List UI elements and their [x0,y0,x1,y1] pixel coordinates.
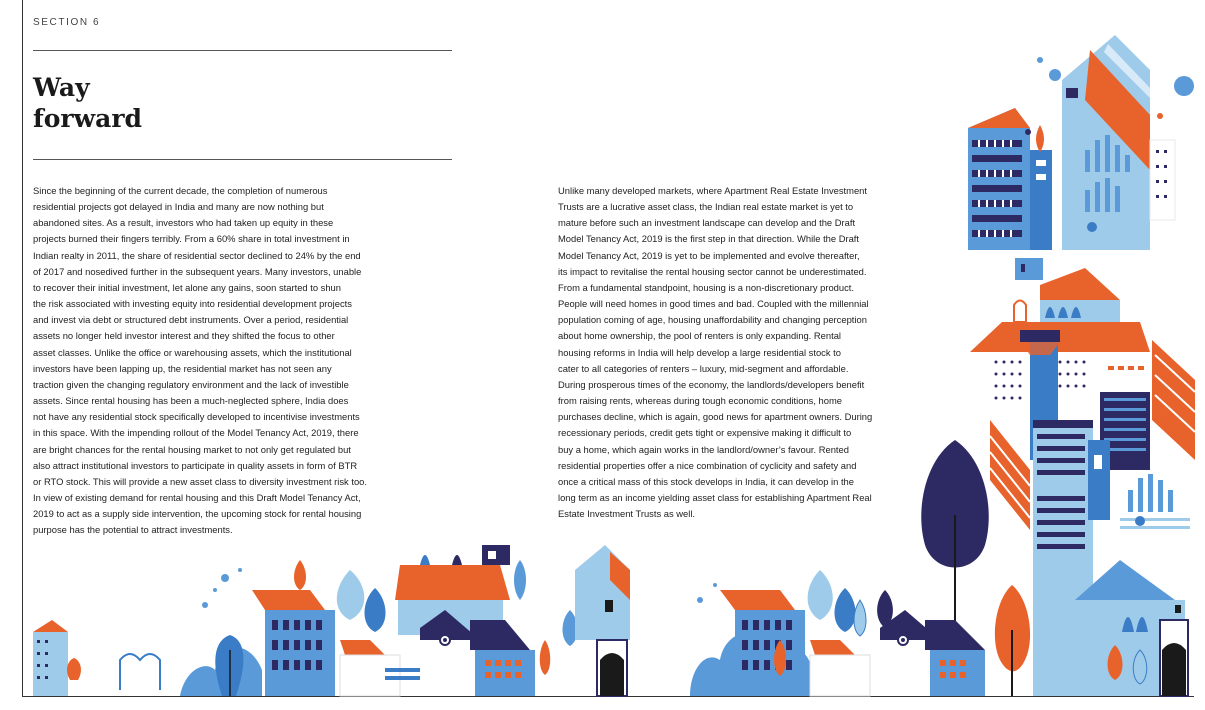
title-line-2: forward [33,104,142,133]
left-paragraph-line: asset classes. Unlike the office or warehousing assets, which the institutional [33,346,352,358]
left-paragraph-line: also attract institutional investors to participate in quality assets in form of BTR [33,459,358,471]
village-left [33,545,630,696]
right-paragraph-line: buy a home, which again works in the landlord/owner’s favour. Rented [558,443,849,455]
right-paragraph-line: about home ownership, the pool of renters is only expanding. Rental [558,330,841,342]
left-paragraph-line: 2019 to act as a supply side intervention, the upcoming stock for rental housing [33,508,362,520]
right-paragraph-line: People will need homes in good times and bad. Coupled with the millennial [558,298,869,310]
right-paragraph-line: recessionary periods, credit gets tight or expensive making it difficult to [558,427,852,439]
section-label: SECTION 6 [33,17,101,28]
right-paragraph-line: mature before such an investment landscape can develop and the Draft [558,217,856,229]
left-paragraph-line: Since the beginning of the current decade, the completion of numerous [33,185,328,196]
left-paragraph-line: Indian realty in 2011, the share of residential sector declined to 24% by the end [33,249,361,261]
left-paragraph-line: in this space. With the impending rollout of the Model Tenancy Act, 2019, there [33,427,359,439]
right-paragraph-line: residential properties offer a nice combination of cyclicity and safety and [558,459,857,471]
right-paragraph-line: Unlike many developed markets, where Apartment Real Estate Investment [558,185,868,196]
left-paragraph-line: traction given the changing regulatory environment and the lack of investible [33,378,349,390]
left-paragraph-line: are bright chances for the rental housing market to not only get regulated but [33,443,351,455]
left-paragraph-line: investors have been lapping up, the residential market has not seen any [33,362,332,374]
right-paragraph-line: Trusts are a lucrative asset class, the Indian real estate market is yet to [558,201,854,213]
right-paragraph-line: once a critical mass of this stock develops in India, it can develop in the [558,475,854,487]
village-middle [690,570,985,696]
right-paragraph-line: From a fundamental standpoint, housing is a non-discretionary product. [558,281,854,293]
right-paragraph-line: its impact to revitalise the rental housing sector cannot be underestimated. [558,265,867,277]
right-paragraph-line: During prosperous times of the economy, the landlords/developers benefit [558,378,865,390]
right-paragraph-line: Model Tenancy Act, 2019 is the first step in that direction. While the Draft [558,233,860,245]
left-paragraph-line: of 2017 and nosedived further in the subsequent years. Many investors, unable [33,265,362,277]
right-paragraph-line: Model Tenancy Act, 2019 is yet to be implemented and evolve thereafter, [558,249,860,261]
left-paragraph-line: or RTO stock. This will provide a new asset class to diversity investment risk too. [33,475,367,487]
left-paragraph-line: not have any residential stock specifically developed to incentivise investments [33,411,360,423]
right-paragraph-line: housing reforms in India will help develop a large residential stock to [558,346,841,358]
right-paragraph-line: purchases decline, which is again, good news for apartment owners. During [558,411,873,423]
left-paragraph-line: purpose has the potential to attract investments. [33,524,233,536]
left-paragraph-line: assets no longer held investor interest and they shifted the focus to other [33,330,335,342]
title-line-1: Way [33,73,90,102]
left-paragraph-line: and invest via debt or structured debt instruments. Over a period, residential [33,314,349,326]
left-paragraph-line: abandoned sites. As a result, investors who had taken up equity in these [33,217,334,229]
left-paragraph-line: to recover their initial investment, let alone any gains, soon started to shun [33,281,341,293]
left-paragraph-line: In view of existing demand for rental housing and this Draft Model Tenancy Act, [33,491,361,503]
right-paragraph-line: population coming of age, housing unaffordability and changing perception [558,314,867,326]
right-paragraph-line: long term as an income yielding asset class for establishing Apartment Real [558,491,872,503]
left-paragraph-line: residential projects got delayed in India and many are now nothing but [33,201,324,213]
right-paragraph-line: cater to all categories of renters – luxury, mid-segment and affordable. [558,362,849,374]
right-paragraph-line: Estate Investment Trusts as well. [558,508,696,520]
right-paragraph-line: from raising rents, whereas during tough economic conditions, home [558,395,843,407]
left-paragraph-line: projects burned their fingers terribly. From a 60% share in total investment in [33,233,350,245]
left-paragraph-line: assets. Since rental housing has been a much-neglected sphere, India does [33,395,349,407]
left-paragraph-line: the risk associated with investing equity into residential development projects [33,298,352,310]
tower-cluster-right [921,35,1195,696]
